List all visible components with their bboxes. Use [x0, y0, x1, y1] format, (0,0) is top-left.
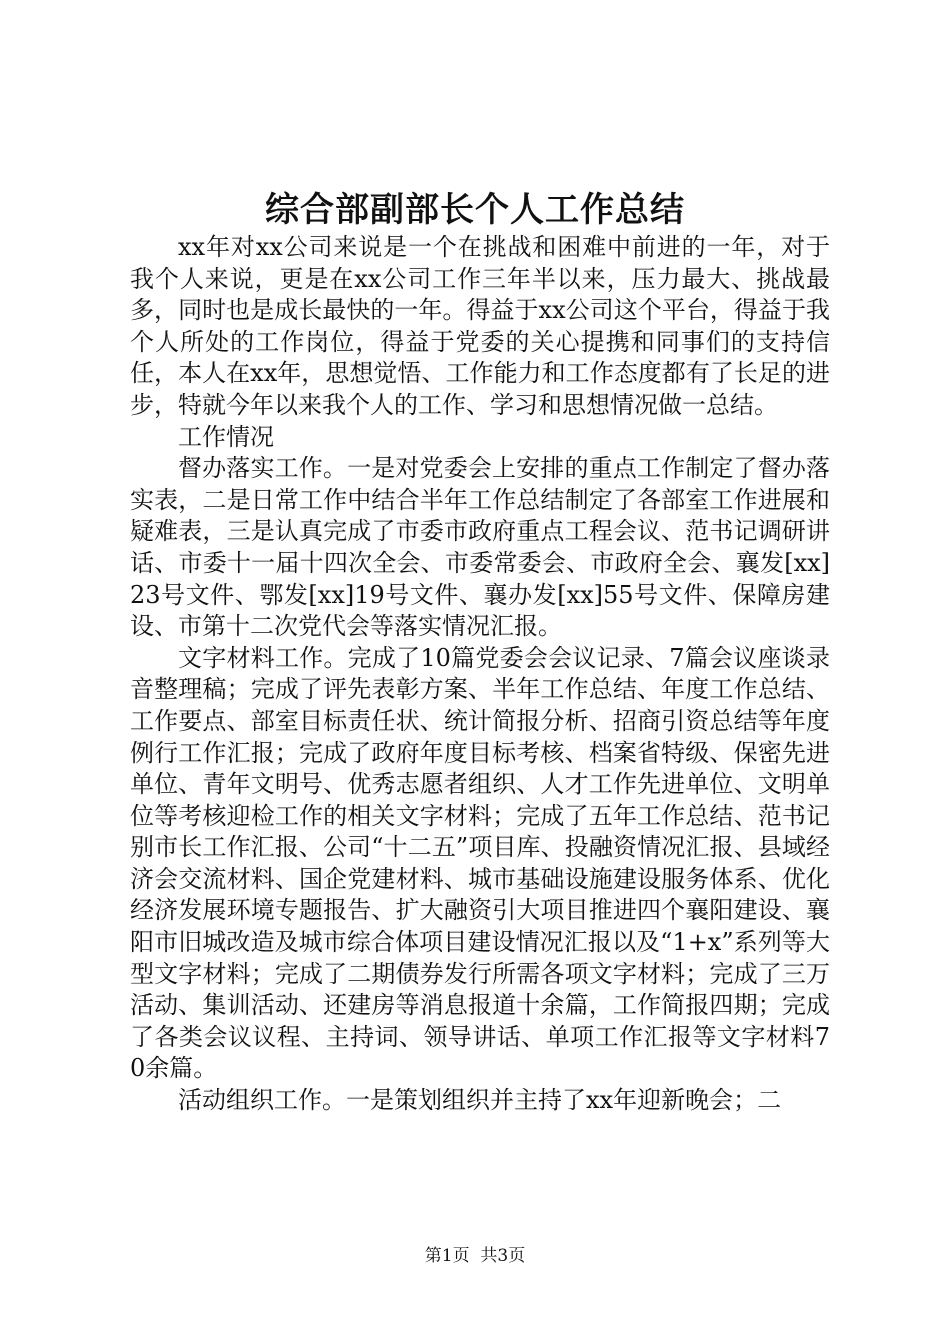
page-number: 第1页	[424, 1246, 470, 1266]
paragraph-writing-materials: 文字材料工作。完成了10篇党委会会议记录、7篇会议座谈录音整理稿；完成了评先表彰方案、半年工作总结、年度工作总结、工作要点、部室目标责任状、统计简报分析、招商引资总结等年度例行工作汇报；完成了政府年度目标考核、档案省特级、保密先进单位、青年文明号、优秀志愿者组织、人才工作先进单位、文明单位等考核迎检工作的相关文字材料；完成了五年工作总结、范书记别市长工作汇报、公司“十二五”项目库、投融资情况汇报、县域经济会交流材料、国企党建材料、城市基础设施建设服务体系、优化经济发展环境专题报告、扩大融资引大项目推进四个襄阳建设、襄阳市旧城改造及城市综合体项目建设情况汇报以及“1+x”系列等大型文字材料；完成了二期债券发行所需各项文字材料；完成了三万活动、集训活动、还建房等消息报道十余篇，工作简报四期；完成了各类会议议程、主持词、领导讲话、单项工作汇报等文字材料70余篇。	[130, 643, 830, 1083]
section-heading-work-status: 工作情况	[178, 422, 274, 451]
document-body	[130, 232, 830, 1117]
paragraph-activities: 活动组织工作。一是策划组织并主持了xx年迎新晚会；二	[178, 1086, 782, 1115]
page-footer	[0, 1244, 950, 1268]
document-title: 综合部副部长个人工作总结	[265, 190, 685, 230]
paragraph-intro: xx年对xx公司来说是一个在挑战和困难中前进的一年，对于我个人来说，更是在xx公司工作三年半以来，压力最大、挑战最多，同时也是成长最快的一年。得益于xx公司这个平台，得益于我个人所处的工作岗位，得益于党委的关心提携和同事们的支持信任，本人在xx年，思想觉悟、工作能力和工作态度都有了长足的进步，特就今年以来我个人的工作、学习和思想情况做一总结。	[130, 233, 830, 419]
paragraph-supervision: 督办落实工作。一是对党委会上安排的重点工作制定了督办落实表，二是日常工作中结合半年工作总结制定了各部室工作进展和疑难表，三是认真完成了市委市政府重点工程会议、范书记调研讲话、市委十一届十四次全会、市委常委会、市政府全会、襄发[xx]23号文件、鄂发[xx]19号文件、襄办发[xx]55号文件、保障房建设、市第十二次党代会等落实情况汇报。	[130, 454, 830, 641]
page-total: 共3页	[480, 1246, 526, 1266]
